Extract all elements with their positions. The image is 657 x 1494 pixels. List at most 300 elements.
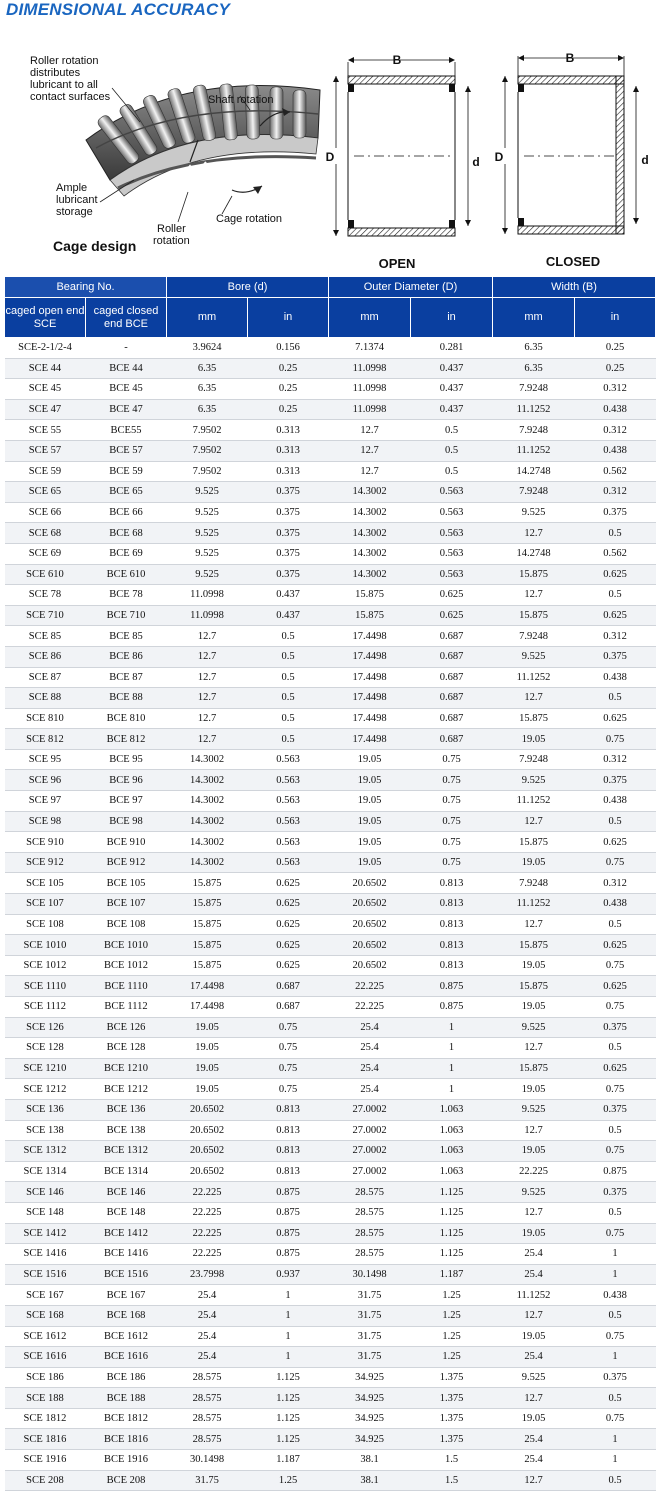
- cell-bore-mm: 23.7998: [167, 1264, 248, 1285]
- bearing-figure: [0, 30, 657, 276]
- table-body: [5, 338, 656, 1491]
- header-caged-closed: caged closed end BCE: [86, 298, 167, 338]
- cell-bce: BCE 148: [86, 1202, 167, 1223]
- cell-sce: SCE 1616: [5, 1347, 86, 1368]
- cell-width-in: 0.5: [575, 1120, 656, 1141]
- bearing-spec-table: [4, 276, 656, 1491]
- cell-bore-mm: 6.35: [167, 358, 248, 379]
- cell-bce: BCE 1212: [86, 1079, 167, 1100]
- cell-sce: SCE 1112: [5, 997, 86, 1018]
- cell-bce: BCE 1812: [86, 1408, 167, 1429]
- table-row: [5, 1285, 656, 1306]
- table-row: [5, 1388, 656, 1409]
- cell-width-in: 0.312: [575, 749, 656, 770]
- cell-bce: BCE 610: [86, 564, 167, 585]
- cell-bore-in: 0.313: [248, 420, 329, 441]
- cell-bore-in: 0.156: [248, 338, 329, 359]
- table-row: [5, 1223, 656, 1244]
- cell-width-in: 0.5: [575, 1470, 656, 1491]
- cell-bore-in: 0.375: [248, 543, 329, 564]
- callout-shaft-rotation: Shaft rotation: [208, 94, 274, 106]
- cell-outer-mm: 19.05: [329, 852, 411, 873]
- cell-width-in: 0.375: [575, 1017, 656, 1038]
- cell-outer-mm: 27.0002: [329, 1161, 411, 1182]
- cell-width-mm: 11.1252: [493, 667, 575, 688]
- cell-width-in: 0.625: [575, 935, 656, 956]
- cell-bore-mm: 19.05: [167, 1079, 248, 1100]
- cell-outer-mm: 28.575: [329, 1182, 411, 1203]
- cell-outer-in: 0.437: [411, 379, 493, 400]
- header-outer-in: in: [411, 298, 493, 338]
- cell-bce: BCE 69: [86, 543, 167, 564]
- table-row: [5, 543, 656, 564]
- cell-bore-in: 0.563: [248, 749, 329, 770]
- cell-sce: SCE 1916: [5, 1450, 86, 1471]
- cell-sce: SCE 208: [5, 1470, 86, 1491]
- cell-bore-in: 0.813: [248, 1120, 329, 1141]
- table-row: [5, 1305, 656, 1326]
- cell-sce: SCE 105: [5, 873, 86, 894]
- callout-cage-rotation: Cage rotation: [216, 213, 283, 225]
- table-row: [5, 873, 656, 894]
- cell-bore-mm: 14.3002: [167, 770, 248, 791]
- cell-bore-mm: 12.7: [167, 626, 248, 647]
- header-caged-open: caged open end SCE: [5, 298, 86, 338]
- cell-outer-in: 0.563: [411, 543, 493, 564]
- cell-outer-mm: 20.6502: [329, 914, 411, 935]
- cell-bore-in: 0.625: [248, 935, 329, 956]
- cell-sce: SCE 1210: [5, 1058, 86, 1079]
- cell-width-in: 0.5: [575, 914, 656, 935]
- cell-outer-in: 0.687: [411, 667, 493, 688]
- cell-sce: SCE 126: [5, 1017, 86, 1038]
- cell-width-in: 0.75: [575, 1223, 656, 1244]
- cell-width-mm: 7.9248: [493, 482, 575, 503]
- cell-width-mm: 25.4: [493, 1429, 575, 1450]
- cell-bore-in: 0.75: [248, 1079, 329, 1100]
- cell-bore-mm: 7.9502: [167, 461, 248, 482]
- cell-bore-in: 0.75: [248, 1038, 329, 1059]
- cell-bce: BCE 910: [86, 832, 167, 853]
- cell-outer-in: 1.187: [411, 1264, 493, 1285]
- table-row: [5, 1079, 656, 1100]
- cell-sce: SCE 1816: [5, 1429, 86, 1450]
- cell-outer-in: 1.375: [411, 1429, 493, 1450]
- cell-outer-mm: 20.6502: [329, 894, 411, 915]
- table-row: [5, 338, 656, 359]
- cell-bce: BCE 1110: [86, 976, 167, 997]
- cell-outer-mm: 17.4498: [329, 708, 411, 729]
- cell-sce: SCE 186: [5, 1367, 86, 1388]
- cell-bce: BCE 1012: [86, 955, 167, 976]
- cell-sce: SCE 1416: [5, 1244, 86, 1265]
- cell-bore-mm: 19.05: [167, 1058, 248, 1079]
- callout-roller-rotation-4: contact surfaces: [30, 91, 111, 103]
- cell-width-in: 0.75: [575, 1326, 656, 1347]
- cell-bore-mm: 25.4: [167, 1285, 248, 1306]
- cell-bore-mm: 30.1498: [167, 1450, 248, 1471]
- cell-sce: SCE 69: [5, 543, 86, 564]
- cell-bore-in: 0.625: [248, 894, 329, 915]
- cell-bore-mm: 7.9502: [167, 420, 248, 441]
- cell-bore-mm: 15.875: [167, 873, 248, 894]
- cell-bore-mm: 14.3002: [167, 791, 248, 812]
- cell-bore-mm: 3.9624: [167, 338, 248, 359]
- cell-outer-mm: 34.925: [329, 1408, 411, 1429]
- cell-outer-mm: 17.4498: [329, 667, 411, 688]
- table-row: [5, 585, 656, 606]
- cell-sce: SCE 1314: [5, 1161, 86, 1182]
- cell-sce: SCE 1812: [5, 1408, 86, 1429]
- cell-outer-mm: 22.225: [329, 997, 411, 1018]
- cell-width-in: 1: [575, 1347, 656, 1368]
- cell-outer-in: 0.687: [411, 646, 493, 667]
- table-row: [5, 976, 656, 997]
- callout-roller-rotation-1: Roller rotation: [30, 55, 99, 67]
- cell-outer-mm: 20.6502: [329, 935, 411, 956]
- cell-bore-in: 1.25: [248, 1470, 329, 1491]
- table-row: [5, 894, 656, 915]
- open-width-label: B: [392, 53, 402, 67]
- cell-width-mm: 11.1252: [493, 1285, 575, 1306]
- table-row: [5, 914, 656, 935]
- table-row: [5, 688, 656, 709]
- cell-width-in: 0.25: [575, 358, 656, 379]
- cell-bce: BCE 1612: [86, 1326, 167, 1347]
- cell-outer-in: 0.813: [411, 955, 493, 976]
- cell-outer-mm: 12.7: [329, 440, 411, 461]
- cell-bore-mm: 25.4: [167, 1305, 248, 1326]
- cell-sce: SCE 146: [5, 1182, 86, 1203]
- table-row: [5, 749, 656, 770]
- cell-bore-in: 0.875: [248, 1223, 329, 1244]
- cell-width-mm: 19.05: [493, 997, 575, 1018]
- cell-bore-in: 0.813: [248, 1099, 329, 1120]
- cell-bore-in: 0.563: [248, 811, 329, 832]
- cell-width-in: 0.562: [575, 461, 656, 482]
- cell-outer-mm: 17.4498: [329, 626, 411, 647]
- cell-width-mm: 12.7: [493, 1305, 575, 1326]
- header-outer-mm: mm: [329, 298, 411, 338]
- cell-width-in: 0.5: [575, 523, 656, 544]
- cell-bore-in: 0.625: [248, 873, 329, 894]
- cell-width-mm: 25.4: [493, 1244, 575, 1265]
- cell-bore-mm: 12.7: [167, 646, 248, 667]
- cell-bce: BCE 1312: [86, 1141, 167, 1162]
- cell-outer-mm: 28.575: [329, 1202, 411, 1223]
- cell-bce: BCE55: [86, 420, 167, 441]
- cell-bce: BCE 86: [86, 646, 167, 667]
- cell-bore-in: 0.5: [248, 626, 329, 647]
- cell-bce: BCE 1412: [86, 1223, 167, 1244]
- header-bore-mm: mm: [167, 298, 248, 338]
- cell-sce: SCE 610: [5, 564, 86, 585]
- table-row: [5, 811, 656, 832]
- cell-width-in: 0.75: [575, 729, 656, 750]
- cell-width-in: 0.75: [575, 997, 656, 1018]
- cell-bce: BCE 108: [86, 914, 167, 935]
- cell-sce: SCE 1412: [5, 1223, 86, 1244]
- cell-outer-mm: 19.05: [329, 749, 411, 770]
- cell-sce: SCE 1012: [5, 955, 86, 976]
- cell-width-in: 0.375: [575, 1367, 656, 1388]
- cell-bce: BCE 912: [86, 852, 167, 873]
- cell-width-in: 0.5: [575, 585, 656, 606]
- cell-outer-in: 1: [411, 1017, 493, 1038]
- cell-bore-mm: 20.6502: [167, 1099, 248, 1120]
- cell-sce: SCE 168: [5, 1305, 86, 1326]
- cell-bce: BCE 1916: [86, 1450, 167, 1471]
- open-label: OPEN: [378, 256, 416, 271]
- cell-sce: SCE 45: [5, 379, 86, 400]
- cell-outer-in: 0.75: [411, 852, 493, 873]
- cell-width-mm: 19.05: [493, 1079, 575, 1100]
- cell-outer-mm: 17.4498: [329, 729, 411, 750]
- cell-outer-mm: 27.0002: [329, 1120, 411, 1141]
- cell-bore-mm: 28.575: [167, 1367, 248, 1388]
- cell-sce: SCE 88: [5, 688, 86, 709]
- cell-width-mm: 19.05: [493, 1326, 575, 1347]
- cell-outer-in: 0.813: [411, 873, 493, 894]
- cell-bce: BCE 138: [86, 1120, 167, 1141]
- cell-bore-in: 0.563: [248, 852, 329, 873]
- cell-outer-in: 0.5: [411, 461, 493, 482]
- cell-bore-in: 0.563: [248, 770, 329, 791]
- cell-bore-in: 0.875: [248, 1244, 329, 1265]
- table-row: [5, 729, 656, 750]
- table-row: [5, 1202, 656, 1223]
- cell-sce: SCE 1110: [5, 976, 86, 997]
- cell-outer-mm: 7.1374: [329, 338, 411, 359]
- cell-width-mm: 25.4: [493, 1347, 575, 1368]
- cell-bce: BCE 1616: [86, 1347, 167, 1368]
- header-bore: Bore (d): [167, 277, 329, 298]
- cell-sce: SCE 97: [5, 791, 86, 812]
- cell-width-mm: 19.05: [493, 955, 575, 976]
- cell-sce: SCE 910: [5, 832, 86, 853]
- cell-bce: BCE 98: [86, 811, 167, 832]
- cell-outer-in: 1.25: [411, 1285, 493, 1306]
- cell-width-mm: 14.2748: [493, 461, 575, 482]
- table-row: [5, 646, 656, 667]
- cell-bore-in: 0.437: [248, 585, 329, 606]
- cell-outer-in: 1: [411, 1038, 493, 1059]
- cell-outer-in: 0.563: [411, 564, 493, 585]
- callout-roller-2: rotation: [153, 235, 190, 247]
- cell-bore-in: 0.687: [248, 976, 329, 997]
- cell-bore-mm: 22.225: [167, 1223, 248, 1244]
- cell-outer-in: 0.437: [411, 399, 493, 420]
- cell-width-in: 0.75: [575, 955, 656, 976]
- cell-outer-in: 0.625: [411, 605, 493, 626]
- table-row: [5, 626, 656, 647]
- cell-outer-mm: 25.4: [329, 1079, 411, 1100]
- cell-bce: BCE 107: [86, 894, 167, 915]
- cell-bore-mm: 22.225: [167, 1202, 248, 1223]
- cell-sce: SCE 148: [5, 1202, 86, 1223]
- cell-width-in: 0.625: [575, 832, 656, 853]
- cell-sce: SCE 188: [5, 1388, 86, 1409]
- cell-width-mm: 19.05: [493, 1141, 575, 1162]
- cell-outer-mm: 17.4498: [329, 688, 411, 709]
- cell-outer-in: 1.063: [411, 1120, 493, 1141]
- cell-sce: SCE 1612: [5, 1326, 86, 1347]
- cell-bore-mm: 20.6502: [167, 1141, 248, 1162]
- cell-bore-in: 0.563: [248, 791, 329, 812]
- cell-bce: BCE 66: [86, 502, 167, 523]
- cell-sce: SCE 86: [5, 646, 86, 667]
- cell-bore-mm: 7.9502: [167, 440, 248, 461]
- header-width: Width (B): [493, 277, 656, 298]
- cell-outer-in: 0.563: [411, 482, 493, 503]
- cell-bore-in: 0.375: [248, 482, 329, 503]
- cell-width-in: 0.562: [575, 543, 656, 564]
- cell-outer-in: 0.875: [411, 976, 493, 997]
- cell-width-mm: 12.7: [493, 1038, 575, 1059]
- cell-bce: BCE 167: [86, 1285, 167, 1306]
- cell-bore-mm: 9.525: [167, 543, 248, 564]
- cell-bore-mm: 17.4498: [167, 976, 248, 997]
- table-row: [5, 1408, 656, 1429]
- cell-outer-in: 0.625: [411, 585, 493, 606]
- cell-bore-in: 0.875: [248, 1202, 329, 1223]
- cell-width-in: 0.5: [575, 1305, 656, 1326]
- table-row: [5, 770, 656, 791]
- cell-width-mm: 14.2748: [493, 543, 575, 564]
- cell-width-mm: 25.4: [493, 1450, 575, 1471]
- cell-bce: BCE 1210: [86, 1058, 167, 1079]
- cell-width-mm: 12.7: [493, 1120, 575, 1141]
- cell-bore-in: 0.5: [248, 729, 329, 750]
- cell-outer-in: 1.5: [411, 1470, 493, 1491]
- cell-bore-mm: 12.7: [167, 688, 248, 709]
- cell-bce: BCE 146: [86, 1182, 167, 1203]
- cell-sce: SCE 65: [5, 482, 86, 503]
- cell-bore-in: 1: [248, 1347, 329, 1368]
- cell-sce: SCE 810: [5, 708, 86, 729]
- cell-outer-mm: 12.7: [329, 461, 411, 482]
- cell-width-mm: 12.7: [493, 1388, 575, 1409]
- cell-width-in: 0.625: [575, 564, 656, 585]
- cell-bce: BCE 710: [86, 605, 167, 626]
- cell-bore-in: 1: [248, 1285, 329, 1306]
- cell-width-in: 0.5: [575, 688, 656, 709]
- cell-bce: BCE 1416: [86, 1244, 167, 1265]
- cell-outer-in: 1.063: [411, 1141, 493, 1162]
- callout-roller-1: Roller: [157, 223, 186, 235]
- table-row: [5, 605, 656, 626]
- table-row: [5, 1450, 656, 1471]
- cell-bore-mm: 14.3002: [167, 749, 248, 770]
- cell-bce: BCE 59: [86, 461, 167, 482]
- cell-outer-in: 0.75: [411, 749, 493, 770]
- cell-outer-in: 0.563: [411, 523, 493, 544]
- cell-outer-in: 0.437: [411, 358, 493, 379]
- cell-bce: BCE 97: [86, 791, 167, 812]
- cage-design-label: Cage design: [53, 238, 137, 254]
- cell-outer-mm: 38.1: [329, 1450, 411, 1471]
- cell-width-in: 0.75: [575, 852, 656, 873]
- cell-outer-in: 1.375: [411, 1408, 493, 1429]
- cell-width-in: 0.625: [575, 976, 656, 997]
- cell-outer-mm: 25.4: [329, 1058, 411, 1079]
- cell-width-in: 1: [575, 1429, 656, 1450]
- cell-outer-mm: 22.225: [329, 976, 411, 997]
- cell-width-in: 0.312: [575, 379, 656, 400]
- cell-bore-mm: 28.575: [167, 1388, 248, 1409]
- cell-width-in: 0.438: [575, 894, 656, 915]
- cell-outer-in: 1.375: [411, 1367, 493, 1388]
- cell-bore-in: 0.25: [248, 399, 329, 420]
- table-row: [5, 1141, 656, 1162]
- cell-outer-in: 0.563: [411, 502, 493, 523]
- table-row: [5, 1017, 656, 1038]
- cell-bore-mm: 28.575: [167, 1429, 248, 1450]
- cell-bore-in: 1.187: [248, 1450, 329, 1471]
- table-header-row-2: [5, 298, 656, 338]
- cell-bore-in: 1: [248, 1305, 329, 1326]
- table-row: [5, 420, 656, 441]
- cell-bore-mm: 15.875: [167, 894, 248, 915]
- table-row: [5, 440, 656, 461]
- cell-bore-in: 0.687: [248, 997, 329, 1018]
- cell-width-mm: 19.05: [493, 852, 575, 873]
- table-row: [5, 935, 656, 956]
- cell-bore-mm: 14.3002: [167, 852, 248, 873]
- cell-bore-in: 0.5: [248, 708, 329, 729]
- cell-outer-in: 1.125: [411, 1223, 493, 1244]
- cell-width-in: 0.438: [575, 791, 656, 812]
- table-row: [5, 564, 656, 585]
- open-bearing-drawing: [323, 53, 480, 271]
- cell-bore-in: 0.375: [248, 564, 329, 585]
- cell-bore-in: 0.313: [248, 440, 329, 461]
- cell-bore-mm: 9.525: [167, 523, 248, 544]
- cell-outer-mm: 31.75: [329, 1305, 411, 1326]
- cell-width-mm: 12.7: [493, 914, 575, 935]
- cell-width-in: 0.375: [575, 502, 656, 523]
- cell-bce: BCE 44: [86, 358, 167, 379]
- open-bore-label: d: [472, 155, 480, 169]
- cell-bore-in: 1.125: [248, 1408, 329, 1429]
- cell-bore-mm: 25.4: [167, 1326, 248, 1347]
- cell-outer-in: 0.75: [411, 791, 493, 812]
- cell-outer-mm: 28.575: [329, 1223, 411, 1244]
- callout-roller-rotation-2: distributes: [30, 67, 81, 79]
- cell-outer-mm: 31.75: [329, 1326, 411, 1347]
- cell-width-mm: 15.875: [493, 564, 575, 585]
- cell-bore-mm: 14.3002: [167, 811, 248, 832]
- cell-width-in: 0.312: [575, 420, 656, 441]
- table-row: [5, 832, 656, 853]
- cell-outer-in: 1.125: [411, 1202, 493, 1223]
- cell-bce: BCE 65: [86, 482, 167, 503]
- cell-width-in: 0.375: [575, 770, 656, 791]
- header-bearing-no: Bearing No.: [5, 277, 167, 298]
- cell-width-mm: 15.875: [493, 605, 575, 626]
- cell-outer-in: 0.813: [411, 914, 493, 935]
- cell-bce: BCE 57: [86, 440, 167, 461]
- cell-bce: BCE 95: [86, 749, 167, 770]
- closed-bearing-drawing: [492, 51, 649, 269]
- cell-bore-mm: 15.875: [167, 914, 248, 935]
- cell-bore-mm: 9.525: [167, 482, 248, 503]
- table-row: [5, 1120, 656, 1141]
- cell-width-mm: 11.1252: [493, 791, 575, 812]
- callout-ample-3: storage: [56, 206, 93, 218]
- table-row: [5, 955, 656, 976]
- table-row: [5, 1326, 656, 1347]
